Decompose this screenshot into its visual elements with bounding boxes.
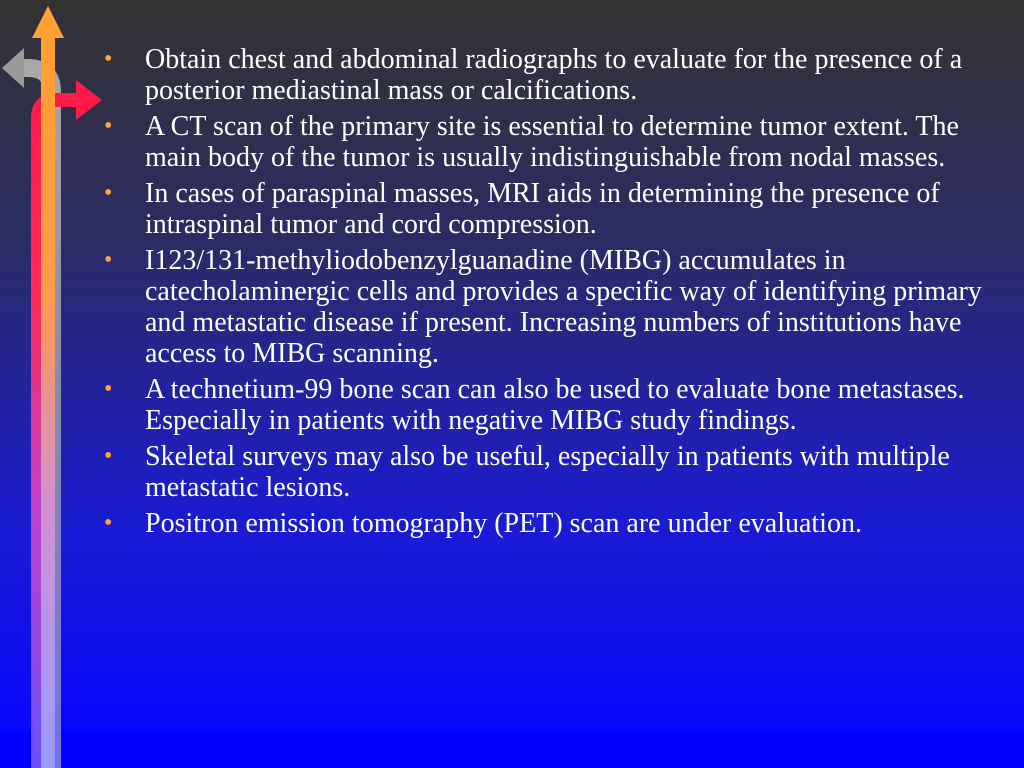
bullet-item bbox=[104, 374, 1004, 436]
bullet-text: I123/131-methyliodobenzylguanadine (MIBG) accumulates in catecholaminergic cells and provides a specific way of identifying primary and metastatic disease if present. Increasing numbers of institutions have access to MIBG scanning. bbox=[145, 245, 982, 369]
bullet-item bbox=[104, 245, 1004, 369]
bullet-marker: • bbox=[104, 46, 113, 72]
bullet-item bbox=[104, 508, 1004, 539]
bottom-band bbox=[0, 732, 1024, 768]
bullet-text: A technetium-99 bone scan can also be used to evaluate bone metastases. Especially in patients with negative MIBG study findings. bbox=[145, 374, 965, 436]
bullet-text: Positron emission tomography (PET) scan are under evaluation. bbox=[145, 508, 862, 539]
bullet-item bbox=[104, 111, 1004, 173]
bullet-item bbox=[104, 178, 1004, 240]
bullet-text: Obtain chest and abdominal radiographs to evaluate for the presence of a posterior mediastinal mass or calcifications. bbox=[145, 44, 963, 106]
bullet-text: A CT scan of the primary site is essential to determine tumor extent. The main body of the tumor is usually indistinguishable from nodal masses. bbox=[145, 111, 959, 173]
bullet-text: In cases of paraspinal masses, MRI aids in determining the presence of intraspinal tumor and cord compression. bbox=[145, 178, 940, 240]
decorative-arrows bbox=[0, 0, 113, 768]
bullet-item bbox=[104, 441, 1004, 503]
bullet-list bbox=[104, 44, 1004, 539]
bullet-text: Skeletal surveys may also be useful, especially in patients with multiple metastatic lesions. bbox=[145, 441, 950, 503]
bullet-marker: • bbox=[104, 113, 113, 139]
bullet-marker: • bbox=[104, 180, 113, 206]
bullet-content bbox=[104, 44, 1004, 544]
bullet-marker: • bbox=[104, 247, 113, 273]
bullet-marker: • bbox=[104, 376, 113, 402]
bullet-item bbox=[104, 44, 1004, 106]
bullet-marker: • bbox=[104, 510, 113, 536]
bullet-marker: • bbox=[104, 443, 113, 469]
